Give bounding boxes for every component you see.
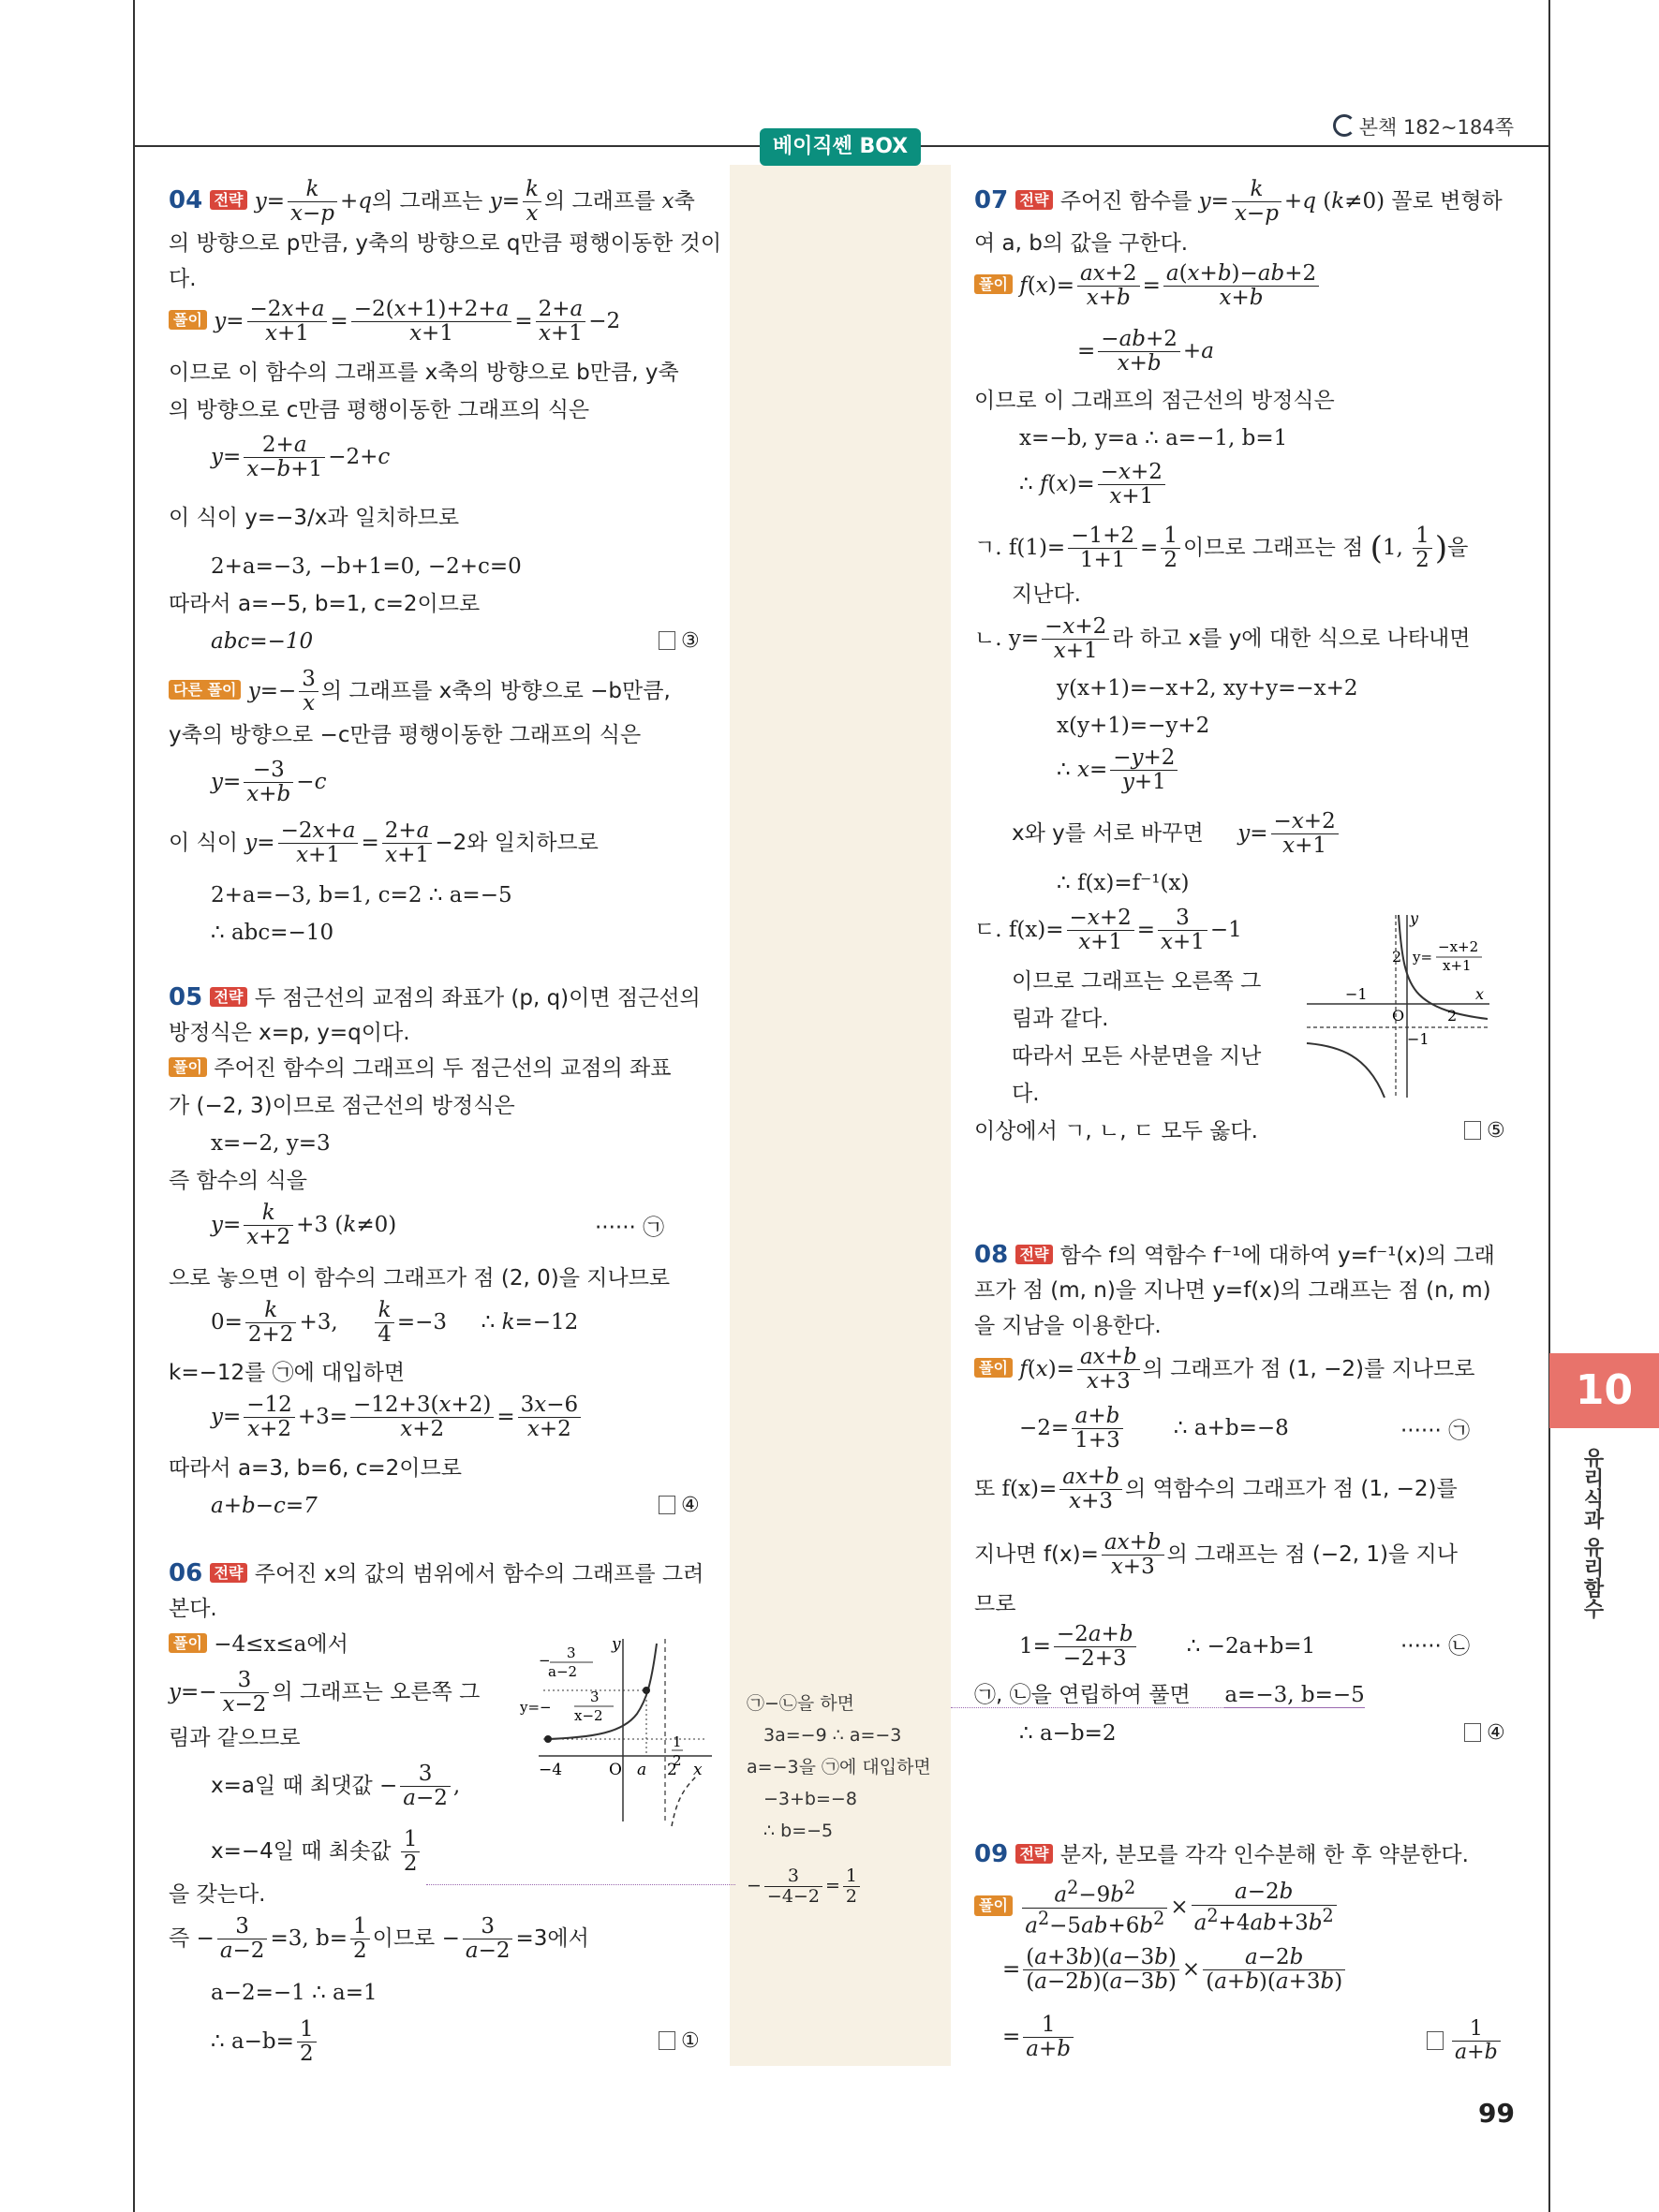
p05-line4: 즉 함수의 식을 <box>169 1169 307 1193</box>
chapter-tab: 10 <box>1549 1353 1659 1428</box>
svg-text:2: 2 <box>1392 948 1402 966</box>
svg-text:x: x <box>1475 985 1485 1003</box>
p06-sol-line1: 풀이 −4≤x≤a에서 <box>169 1632 348 1659</box>
box-note-6: − $\frac{3}{-4-2}$ = $\frac{1}{2}$ <box>747 1866 863 1907</box>
svg-text:x−2: x−2 <box>574 1707 603 1724</box>
p08-answer: ④ <box>1464 1721 1505 1746</box>
p07-nieun: ㄴ. y= $\frac{-x+2}{x+1}$ 라 하고 x를 y에 대한 식으로 나타내면 <box>974 614 1471 664</box>
p08-mark1: ······ ㉠ <box>1400 1419 1471 1443</box>
p08-sol-line1: 풀이 f(x)= $\frac{ax+b}{x+3}$ 의 그래프가 점 (1, −2)를 지나므로 <box>974 1346 1474 1394</box>
p05-strategy-line2: 방정식은 x=p, y=q이다. <box>169 1021 410 1045</box>
p04-solution-eq: 풀이 y= $\frac{-2x+a}{x+1}$ = $\frac{-2(x+1)+2+a}{x+1}$ = $\frac{2+a}{x+1}$ −2 <box>169 298 620 347</box>
p07-digeut-5: 다. <box>1012 1082 1040 1106</box>
p08-line5: 므로 <box>974 1592 1016 1616</box>
left-margin-line <box>133 0 135 2212</box>
p06-strategy-line1: 06 전략 주어진 x의 값의 범위에서 함수의 그래프를 그려 <box>169 1559 704 1587</box>
p05-sol-line2: 가 (−2, 3)이므로 점근선의 방정식은 <box>169 1094 515 1118</box>
box-note-5: ∴ b=−5 <box>763 1821 834 1841</box>
p04-match: 이 식이 y=−3/x과 일치하므로 <box>169 506 460 530</box>
p08-line8: ∴ a−b=2 <box>1019 1721 1117 1746</box>
p04-result: abc=−10 <box>211 629 314 654</box>
p06-max: x=a일 때 최댓값 − $\frac{3}{a-2}$ , <box>211 1762 461 1811</box>
p04-strategy-line1: 04 전략 y= $\frac{k}{x-p}$ +q의 그래프는 y= $\frac{k}{x}$ 의 그래프를 x축 <box>169 177 695 227</box>
svg-text:2: 2 <box>673 1752 682 1769</box>
p04-alt-eq: y= $\frac{-3}{x+b}$ −c <box>211 758 327 807</box>
p08-line2: −2= $\frac{a+b}{1+3}$ ∴ a+b=−8 <box>1019 1404 1289 1453</box>
p04-alt-match: 이 식이 y= $\frac{-2x+a}{x+1}$ = $\frac{2+a}{x+1}$ −2와 일치하므로 <box>169 818 599 868</box>
p08-line3: 또 f(x)= $\frac{ax+b}{x+3}$ 의 역함수의 그래프가 점 (1, −2)를 <box>974 1465 1458 1514</box>
p07-sol-eq1: 풀이 f(x)= $\frac{ax+2}{x+b}$ = $\frac{a(x+b)-ab+2}{x+b}$ <box>974 262 1322 311</box>
p07-digeut-2: 이므로 그래프는 오른쪽 그 <box>1012 969 1262 994</box>
box-note-3: a=−3을 ㉠에 대입하면 <box>747 1757 931 1777</box>
svg-text:a: a <box>637 1761 647 1779</box>
p07-nieun-4: ∴ x= $\frac{-y+2}{y+1}$ <box>1057 746 1180 795</box>
p07-giyeok: ㄱ. f(1)= $\frac{-1+2}{1+1}$ = $\frac{1}{2}$ 이므로 그래프는 점 (1, $\frac{1}{2}$ )을 <box>974 524 1469 573</box>
svg-text:−4: −4 <box>539 1761 563 1779</box>
ref-icon <box>1333 114 1355 137</box>
svg-text:a−2: a−2 <box>548 1663 578 1680</box>
p07-nieun-2: y(x+1)=−x+2, xy+y=−x+2 <box>1057 676 1358 700</box>
svg-text:y=: y= <box>1413 949 1433 966</box>
p04-sol-line2: 이므로 이 함수의 그래프를 x축의 방향으로 b만큼, y축 <box>169 361 679 385</box>
p05-substitute: 0= $\frac{k}{2+2}$ +3, $\frac{k}{4}$ =−3 ∴ k=−12 <box>211 1298 579 1348</box>
p05-line6: 으로 놓으면 이 함수의 그래프가 점 (2, 0)을 지나므로 <box>169 1266 671 1290</box>
p06-sol-line2: y=− $\frac{3}{x-2}$ 의 그래프는 오른쪽 그 <box>169 1668 481 1718</box>
p07-digeut-3: 림과 같다. <box>1012 1007 1109 1031</box>
p08-line6: 1= $\frac{-2a+b}{-2+3}$ ∴ −2a+b=1 <box>1019 1622 1316 1672</box>
p07-fx: ∴ f(x)= $\frac{-x+2}{x+1}$ <box>1019 461 1168 509</box>
p04-alt-line1: 다른 풀이 y=− $\frac{3}{x}$ 의 그래프를 x축의 방향으로 −b만큼, <box>169 668 671 716</box>
p08-mark2: ······ ㉡ <box>1400 1634 1471 1659</box>
svg-text:−: − <box>539 1652 551 1669</box>
book-reference: 본책 182~184쪽 <box>1333 112 1514 140</box>
p05-answer: ④ <box>659 1494 700 1518</box>
svg-text:3: 3 <box>567 1644 576 1661</box>
p06-line7: 즉 − $\frac{3}{a-2}$ =3, b= $\frac{1}{2}$ 이므로 − $\frac{3}{a-2}$ =3에서 <box>169 1914 589 1964</box>
svg-text:1: 1 <box>673 1733 682 1750</box>
p07-graph <box>1302 910 1494 1107</box>
p07-nieun-3: x(y+1)=−y+2 <box>1057 714 1210 738</box>
p07-nieun-5: x와 y를 서로 바꾸면 y= $\frac{-x+2}{x+1}$ <box>1012 810 1341 859</box>
svg-text:−1: −1 <box>1345 985 1368 1003</box>
p04-therefore: 따라서 a=−5, b=1, c=2이므로 <box>169 592 481 616</box>
p06-graph <box>520 1634 717 1831</box>
p08-strategy-line1: 08 전략 함수 f의 역함수 f⁻¹에 대하여 y=f⁻¹(x)의 그래 <box>974 1241 1495 1269</box>
svg-text:O: O <box>609 1761 622 1779</box>
svg-text:3: 3 <box>590 1688 600 1705</box>
box-note-1: ㉠−㉡을 하면 <box>747 1693 855 1714</box>
svg-text:y: y <box>612 1635 621 1654</box>
p05-final-eq: y= $\frac{-12}{x+2}$ +3= $\frac{-12+3(x+2)}{x+2}$ = $\frac{3x-6}{x+2}$ <box>211 1394 584 1442</box>
p09-result: = $\frac{1}{a+b}$ <box>1002 2013 1076 2062</box>
p05-sol-line1: 풀이 주어진 함수의 그래프의 두 점근선의 교점의 좌표 <box>169 1056 671 1083</box>
p07-conclusion: 이상에서 ㄱ, ㄴ, ㄷ 모두 옳다. <box>974 1119 1258 1143</box>
right-margin-line <box>1548 0 1550 2212</box>
p05-mark: ······ ㉠ <box>595 1216 665 1240</box>
p06-answer: ① <box>659 2029 700 2054</box>
p07-sol-eq2: = $\frac{-ab+2}{x+b}$ +a <box>1077 327 1214 376</box>
svg-text:2: 2 <box>1447 1007 1458 1025</box>
p04-sol-line3: 의 방향으로 c만큼 평행이동한 그래프의 식은 <box>169 398 590 422</box>
p04-strategy-line3: 다. <box>169 267 197 291</box>
p05-asymptotes: x=−2, y=3 <box>211 1131 331 1156</box>
p05-result: a+b−c=7 <box>211 1494 318 1518</box>
svg-text:y: y <box>1410 910 1419 927</box>
p07-strategy-line1: 07 전략 주어진 함수를 y= $\frac{k}{x-p}$ +q (k≠0) 꼴로 변형하 <box>974 177 1503 227</box>
p07-line4: x=−b, y=a ∴ a=−1, b=1 <box>1019 426 1288 450</box>
p04-strategy-line2: 의 방향으로 p만큼, y축의 방향으로 q만큼 평행이동한 것이 <box>169 231 722 256</box>
p08-line4: 지나면 f(x)= $\frac{ax+b}{x+3}$ 의 그래프는 점 (−2, 1)을 지나 <box>974 1530 1458 1580</box>
p05-line7: k=−12를 ㉠에 대입하면 <box>169 1361 406 1385</box>
svg-text:O: O <box>1392 1007 1405 1025</box>
p04-alt-result: ∴ abc=−10 <box>211 921 334 945</box>
p06-min: x=−4일 때 최솟값 $\frac{1}{2}$ <box>211 1828 422 1877</box>
p09-answer: $\frac{1}{a+b}$ <box>1427 2018 1503 2064</box>
p08-strategy-line3: 을 지남을 이용한다. <box>974 1314 1162 1338</box>
p09-factored: = $\frac{(a+3b)(a-3b)}{(a-2b)(a-3b)}$ × $\frac{a-2b}{(a+b)(a+3b)}$ <box>1002 1946 1348 1995</box>
p07-digeut-4: 따라서 모든 사분면을 지난 <box>1012 1044 1262 1069</box>
p07-line3: 이므로 이 그래프의 점근선의 방정식은 <box>974 389 1335 413</box>
svg-text:−1: −1 <box>1407 1030 1429 1048</box>
svg-text:2: 2 <box>667 1761 677 1779</box>
p07-answer: ⑤ <box>1464 1119 1505 1143</box>
page-number: 99 <box>1478 2098 1515 2129</box>
p09-expr: 풀이 $\frac{a^2-9b^2}{a^2-5ab+6b^2}$ × $\frac{a-2b}{a^2+4ab+3b^2}$ <box>974 1878 1340 1939</box>
p07-nieun-6: ∴ f(x)=f⁻¹(x) <box>1057 871 1190 895</box>
box-title: 베이직쎈 BOX <box>760 128 921 166</box>
p06-line9: ∴ a−b= $\frac{1}{2}$ <box>211 2018 319 2067</box>
p04-alt-line2: y축의 방향으로 −c만큼 평행이동한 그래프의 식은 <box>169 723 642 747</box>
p05-func-form: y= $\frac{k}{x+2}$ +3 (k≠0) <box>211 1201 397 1250</box>
p04-answer: ③ <box>659 629 700 654</box>
p09-strategy: 09 전략 분자, 분모를 각각 인수분해 한 후 약분한다. <box>974 1840 1469 1868</box>
p06-sol-line3: 림과 같으므로 <box>169 1726 301 1750</box>
p05-strategy-line1: 05 전략 두 점근선의 교점의 좌표가 (p, q)이면 점근선의 <box>169 983 701 1011</box>
p08-line7: ㉠, ㉡을 연립하여 풀면 a=−3, b=−5 <box>974 1683 1365 1707</box>
p06-line6: 을 갖는다. <box>169 1882 266 1907</box>
box-note-4: −3+b=−8 <box>763 1789 857 1809</box>
p04-translated-eq: y= $\frac{2+a}{x-b+1}$ −2+c <box>211 433 391 482</box>
p06-line8: a−2=−1 ∴ a=1 <box>211 1981 378 2005</box>
svg-text:x+1: x+1 <box>1443 957 1472 974</box>
p08-strategy-line2: 프가 점 (m, n)을 지나면 y=f(x)의 그래프는 점 (n, m) <box>974 1278 1491 1303</box>
p06-strategy-line2: 본다. <box>169 1597 217 1621</box>
p07-strategy-line2: 여 a, b의 값을 구한다. <box>974 231 1189 256</box>
svg-text:x: x <box>693 1761 703 1779</box>
basic-box-column <box>730 165 951 2066</box>
leader-line-06 <box>426 1884 735 1885</box>
chapter-title: 유리식과 유리함수 <box>1580 1447 1604 1619</box>
p04-eqs: 2+a=−3, −b+1=0, −2+c=0 <box>211 554 522 579</box>
box-note-2: 3a=−9 ∴ a=−3 <box>763 1725 902 1746</box>
p04-alt-eqs: 2+a=−3, b=1, c=2 ∴ a=−5 <box>211 883 512 907</box>
svg-text:−x+2: −x+2 <box>1438 938 1479 955</box>
p07-digeut: ㄷ. f(x)= $\frac{-x+2}{x+1}$ = $\frac{3}{x+1}$ −1 <box>974 906 1242 955</box>
p05-line8: 따라서 a=3, b=6, c=2이므로 <box>169 1456 462 1481</box>
svg-text:y=−: y=− <box>520 1699 552 1716</box>
p07-giyeok-2: 지난다. <box>1012 582 1081 607</box>
